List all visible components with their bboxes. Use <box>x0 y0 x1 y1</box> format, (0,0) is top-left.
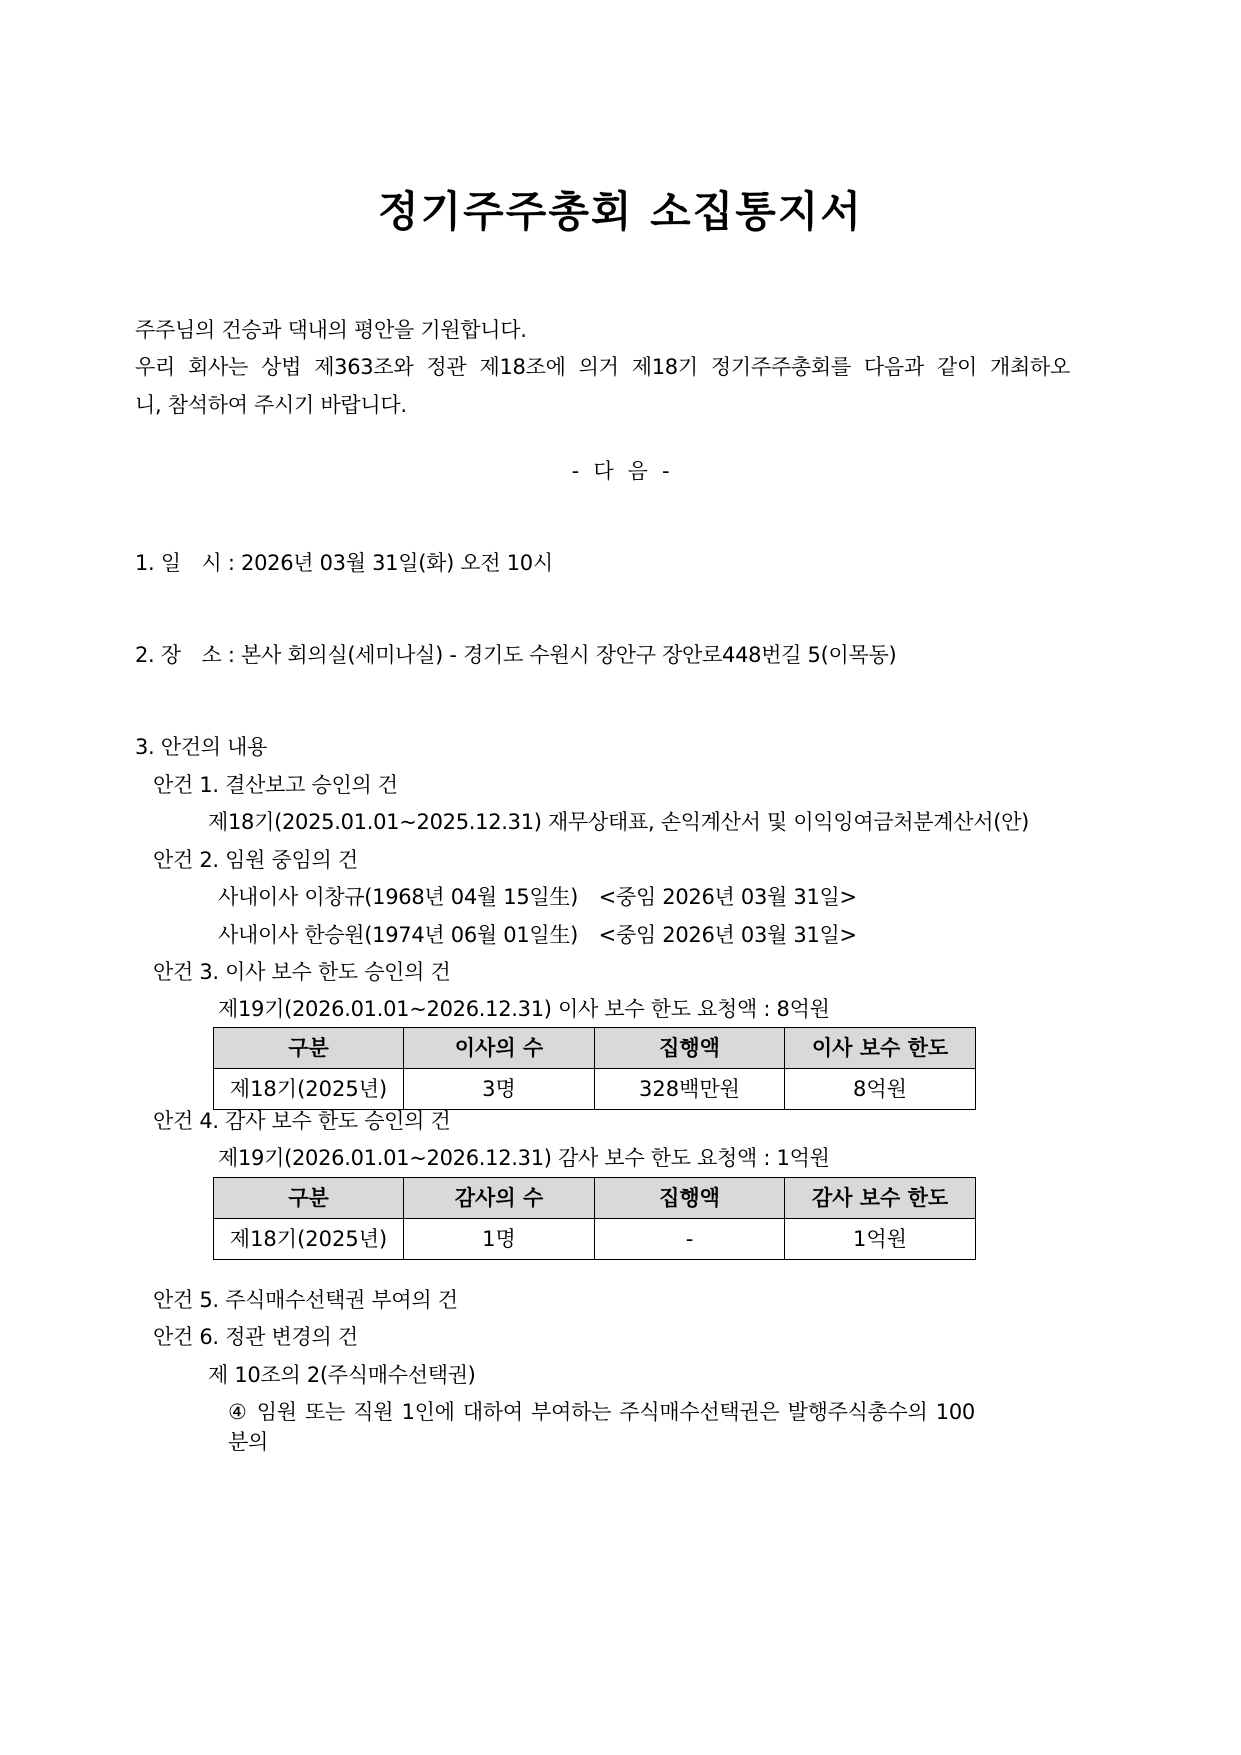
agenda5-heading: 안건 5. 주식매수선택권 부여의 건 <box>153 1288 458 1312</box>
agenda-section-heading: 3. 안건의 내용 <box>135 735 268 759</box>
agenda6-heading: 안건 6. 정관 변경의 건 <box>153 1325 358 1349</box>
table-header-cell: 이사의 수 <box>404 1028 595 1069</box>
table-cell: 제18기(2025년) <box>214 1219 404 1260</box>
agenda2-director2: 사내이사 한승원(1974년 06월 01일生) <중임 2026년 03월 31일> <box>218 923 857 947</box>
next-marker: - 다 음 - <box>571 459 670 483</box>
agenda4-detail: 제19기(2026.01.01~2026.12.31) 감사 보수 한도 요청액 : 1억원 <box>218 1146 830 1170</box>
table-row <box>214 1069 976 1110</box>
table-header-cell: 감사의 수 <box>404 1178 595 1219</box>
agenda1-detail: 제18기(2025.01.01~2025.12.31) 재무상태표, 손익계산서 및 이익잉여금처분계산서(안) <box>208 810 1030 834</box>
table-row <box>214 1219 976 1260</box>
agenda4-heading: 안건 4. 감사 보수 한도 승인의 건 <box>153 1109 451 1133</box>
table-header-row <box>214 1178 976 1219</box>
agenda3-detail: 제19기(2026.01.01~2026.12.31) 이사 보수 한도 요청액 : 8억원 <box>218 997 830 1021</box>
meeting-datetime: 1. 일 시 : 2026년 03월 31일(화) 오전 10시 <box>135 551 553 575</box>
table-header-cell: 구분 <box>214 1178 404 1219</box>
agenda3-heading: 안건 3. 이사 보수 한도 승인의 건 <box>153 960 451 984</box>
table-header-cell: 이사 보수 한도 <box>785 1028 976 1069</box>
greeting-text: 주주님의 건승과 댁내의 평안을 기원합니다. <box>135 318 527 342</box>
table-header-cell: 감사 보수 한도 <box>785 1178 976 1219</box>
table-header-row <box>214 1028 976 1069</box>
table-cell: 3명 <box>404 1069 595 1110</box>
agenda2-director1: 사내이사 이창규(1968년 04월 15일生) <중임 2026년 03월 31일> <box>218 885 857 909</box>
table-cell: 제18기(2025년) <box>214 1069 404 1110</box>
document-title: 정기주주총회 소집통지서 <box>378 187 863 236</box>
agenda1-heading: 안건 1. 결산보고 승인의 건 <box>153 773 398 797</box>
auditor-compensation-table <box>213 1177 976 1260</box>
meeting-location: 2. 장 소 : 본사 회의실(세미나실) - 경기도 수원시 장안구 장안로448번길 5(이목동) <box>135 643 897 667</box>
table-header-cell: 집행액 <box>595 1028 785 1069</box>
table-header-cell: 구분 <box>214 1028 404 1069</box>
table-cell: - <box>595 1219 785 1260</box>
agenda6-clause: ④ 임원 또는 직원 1인에 대하여 부여하는 주식매수선택권은 발행주식총수의 100분의 <box>228 1400 975 1454</box>
agenda2-heading: 안건 2. 임원 중임의 건 <box>153 848 358 872</box>
agenda6-article: 제 10조의 2(주식매수선택권) <box>208 1363 476 1387</box>
table-cell: 1억원 <box>785 1219 976 1260</box>
table-cell: 1명 <box>404 1219 595 1260</box>
director-compensation-table <box>213 1027 976 1110</box>
intro-text-line1: 우리 회사는 상법 제363조와 정관 제18조에 의거 제18기 정기주주총회를 다음과 같이 개최하오 <box>135 355 1070 379</box>
table-cell: 328백만원 <box>595 1069 785 1110</box>
table-header-cell: 집행액 <box>595 1178 785 1219</box>
table-cell: 8억원 <box>785 1069 976 1110</box>
intro-text-line2: 니, 참석하여 주시기 바랍니다. <box>135 393 407 417</box>
